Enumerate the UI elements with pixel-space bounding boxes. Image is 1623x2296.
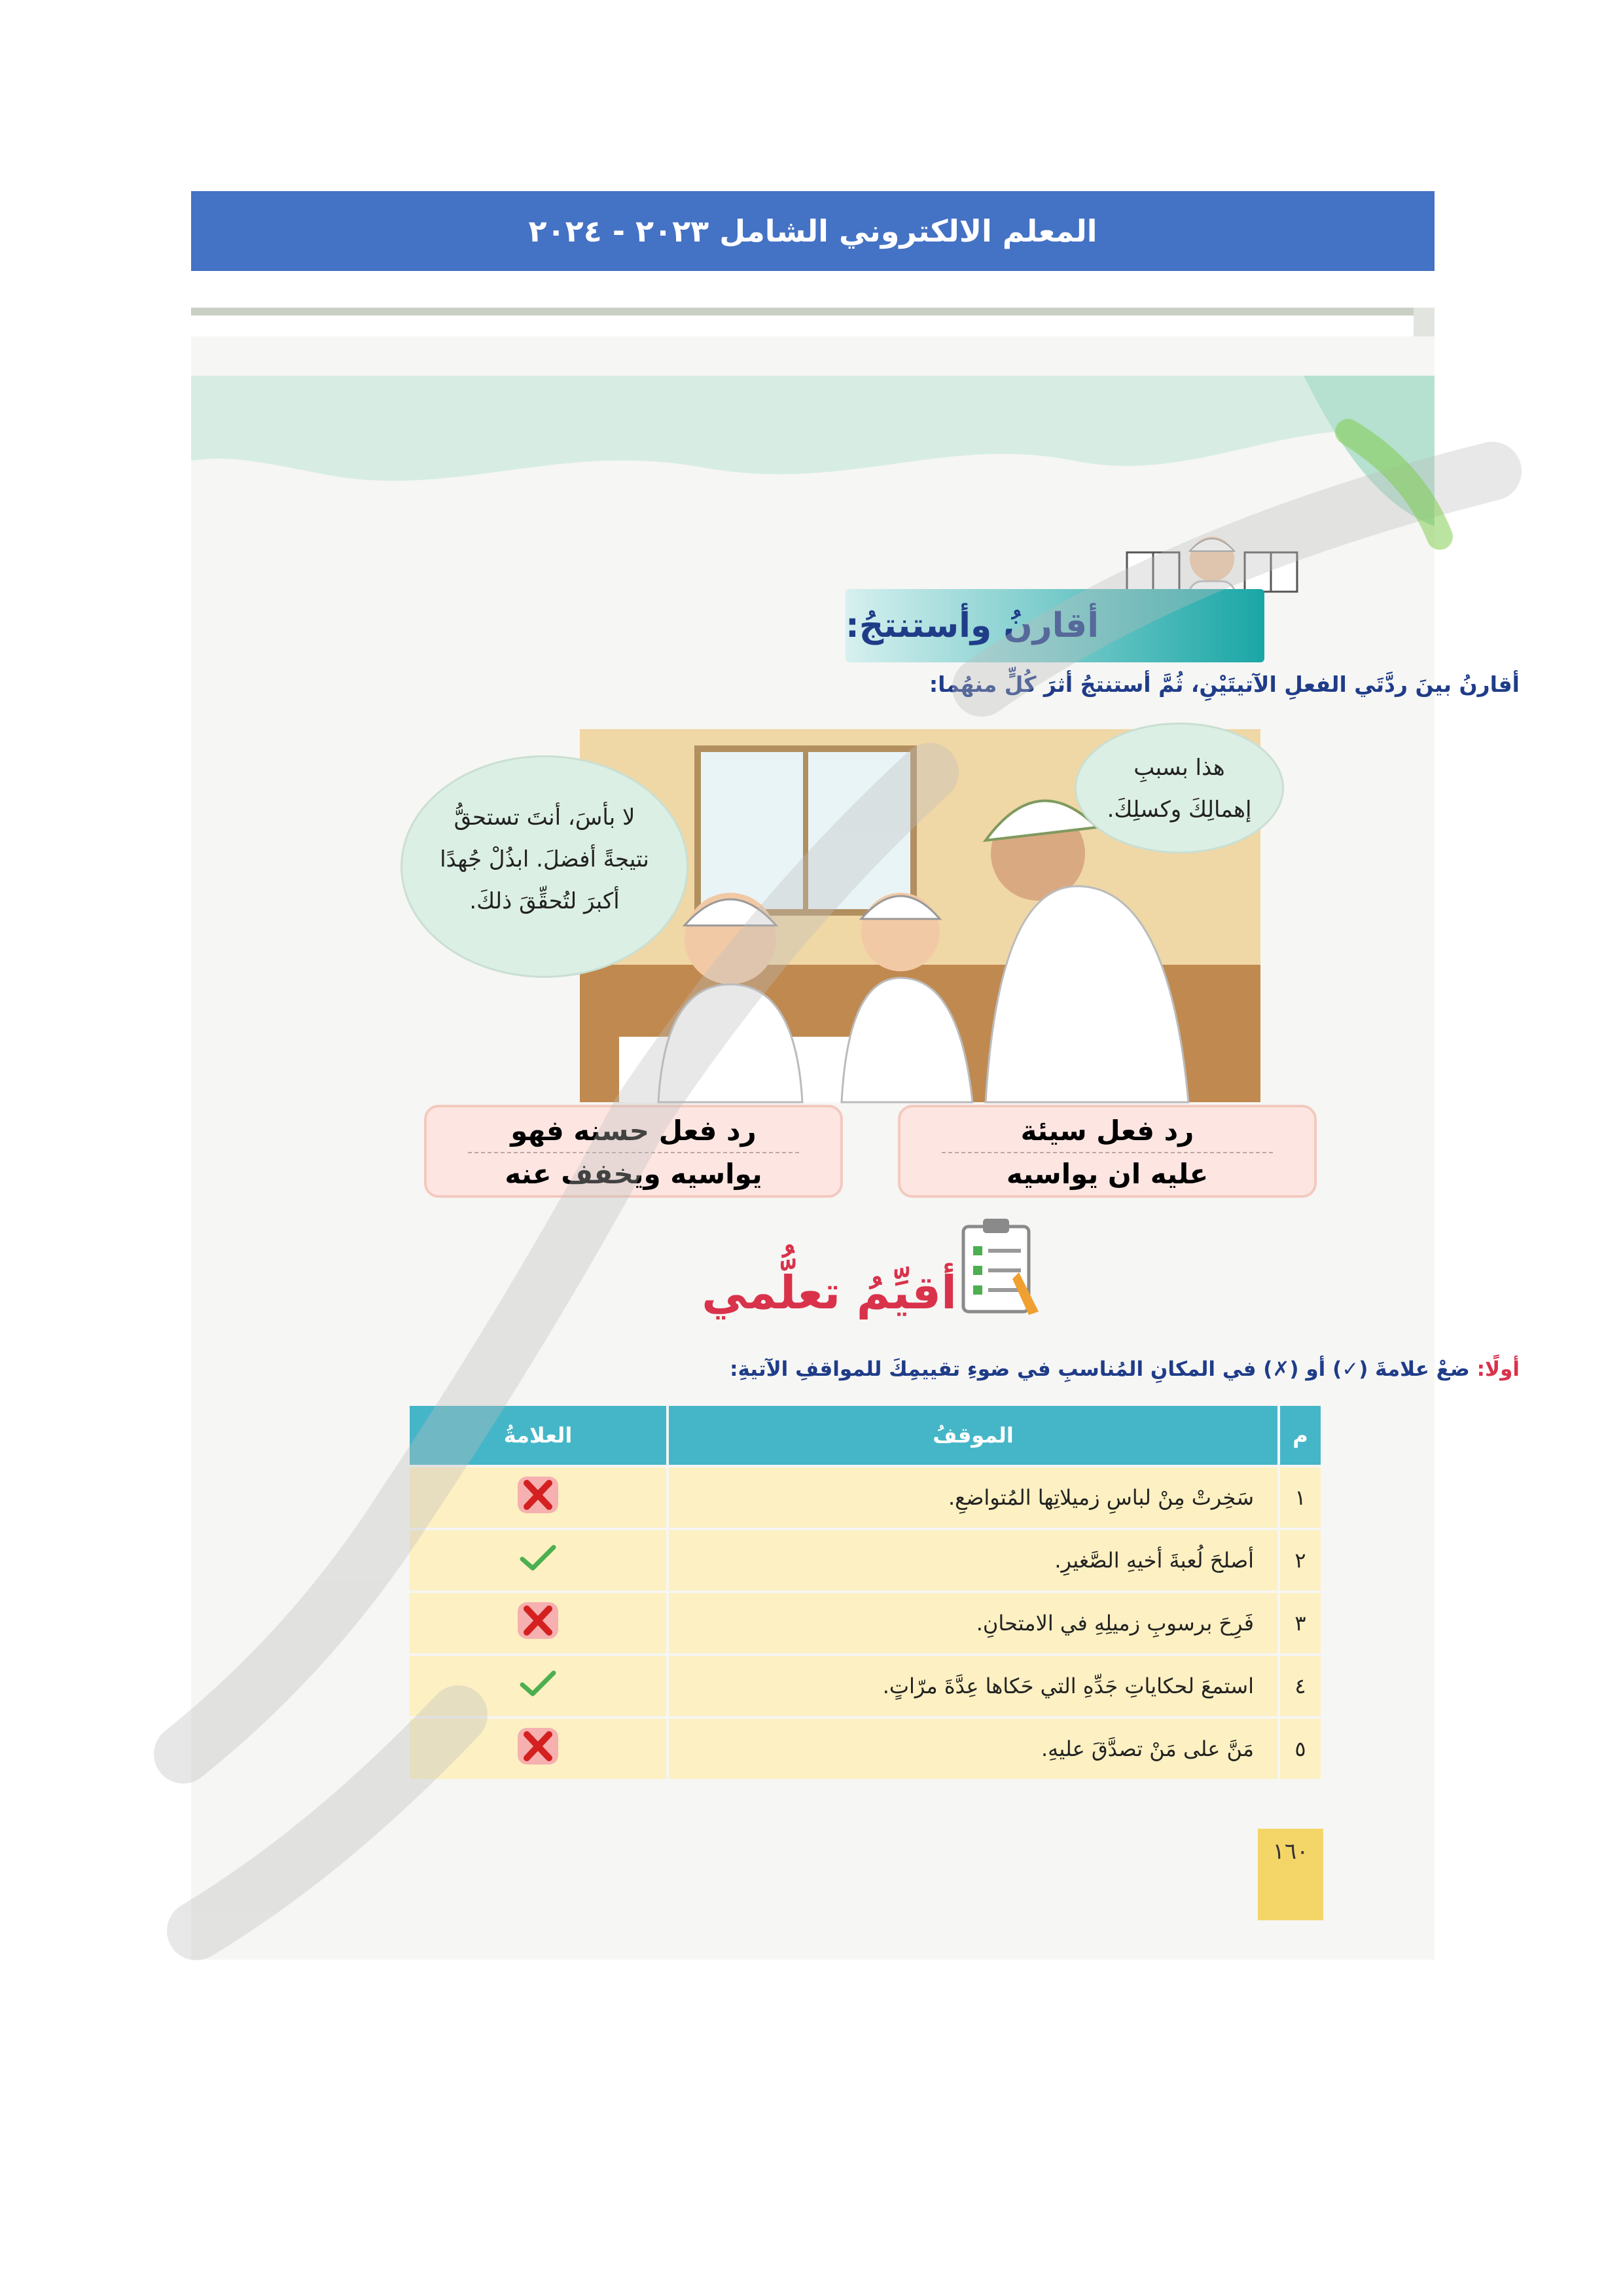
bubble-line: أكبرَ لتُحقِّقَ ذلكَ. [469,888,620,914]
assessment-table [407,1403,1323,1782]
table-header-row [410,1406,1321,1465]
row-situation: فَرِحَ برسوبِ زميلِهِ في الامتحانِ. [669,1593,1277,1653]
answer-line: رد فعل سيئة [1020,1115,1194,1147]
check-icon [410,1530,666,1590]
section-heading-compare [846,589,1264,662]
decorative-wave [191,363,1435,507]
cross-icon [410,1467,666,1528]
row-number: ١ [1280,1467,1321,1528]
row-number: ٢ [1280,1530,1321,1590]
row-number: ٣ [1280,1593,1321,1653]
bubble-line: إهمالِكَ وكسلِكَ. [1107,797,1252,823]
table-row [410,1593,1321,1653]
column-header-situation: الموقفُ [669,1406,1277,1465]
check-icon [410,1656,666,1716]
section-title: أقارنُ وأستنتجُ: [846,606,1099,645]
column-header-mark: العلامةُ [410,1406,666,1465]
row-number: ٥ [1280,1719,1321,1779]
row-situation: استمعَ لحكاياتِ جَدِّهِ التي حَكاها عِدَّةَ مرّاتٍ. [669,1656,1277,1716]
row-number: ٤ [1280,1656,1321,1716]
assessment-instruction [544,1357,1520,1381]
table-row [410,1656,1321,1716]
bubble-line: نتيجةً أفضلَ. ابذُلْ جُهدًا [440,846,649,872]
bubble-line: لا بأسَ، أنتَ تستحقُّ [454,804,635,831]
instruction-text: ضعْ علامةَ (✓) أو (✗) في المكانِ المُناسبِ في ضوءِ تقييمِكَ للمواقفِ الآتيةِ: [730,1357,1470,1381]
speech-bubble-supportive [401,755,688,978]
compare-instruction: أقارنُ بينَ ردَّتَي الفعلِ الآتيتَيْنِ، ثُمَّ أستنتجُ أثرَ كُلٍّ منهُما: [929,672,1520,697]
table-row [410,1530,1321,1590]
page-number: ١٦٠ [1258,1829,1323,1920]
banner-title: المعلم الالكتروني الشامل ٢٠٢٣ - ٢٠٢٤ [528,213,1097,249]
answer-line: عليه ان يواسيه [1006,1158,1209,1190]
clipboard-icon [957,1213,1042,1318]
answer-box-good [424,1105,843,1198]
speech-bubble-blaming [1075,723,1284,853]
answer-line: يواسيه ويخفف عنه [505,1158,762,1190]
cross-icon [410,1719,666,1779]
bubble-line: هذا بسببِ [1133,755,1225,781]
answer-line: رد فعل حسنه فهو [510,1115,757,1147]
table-row [410,1719,1321,1779]
instruction-lead: أولًا: [1476,1357,1520,1381]
column-header-number: م [1280,1406,1321,1465]
row-situation: سَخِرتْ مِنْ لباسِ زميلاتِها المُتواضعِ. [669,1467,1277,1528]
textbook-page [191,336,1520,1960]
row-situation: مَنَّ على مَنْ تصدَّقَ عليهِ. [669,1719,1277,1779]
assessment-title: أقيِّمُ تعلُّمي [702,1266,957,1319]
header-banner [191,191,1435,271]
cross-icon [410,1593,666,1653]
table-row [410,1467,1321,1528]
row-situation: أصلحَ لُعبةَ أخيهِ الصَّغيرِ. [669,1530,1277,1590]
answer-box-bad [898,1105,1317,1198]
header-divider [191,308,1435,315]
